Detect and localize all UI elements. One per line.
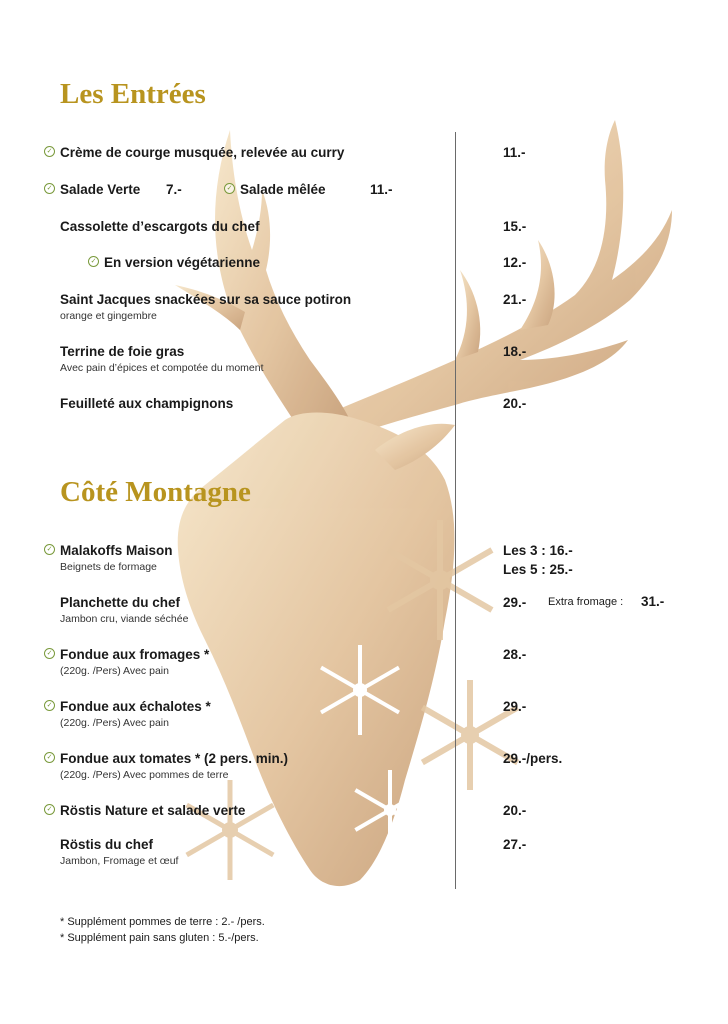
item-price: 11.- bbox=[370, 182, 393, 197]
item-name: Salade mêlée bbox=[240, 182, 326, 197]
item-description: orange et gingembre bbox=[60, 310, 157, 322]
item-price: 15.- bbox=[503, 219, 527, 234]
item-name: Fondue aux tomates * (2 pers. min.) bbox=[60, 751, 289, 766]
menu-item-fondue-echalotes bbox=[46, 698, 211, 730]
column-divider bbox=[455, 132, 456, 889]
menu-item-version-vegetarienne bbox=[90, 254, 261, 271]
menu-item-rostis-chef bbox=[60, 836, 178, 868]
item-description: Beignets de formage bbox=[60, 561, 157, 573]
item-description: (220g. /Pers) Avec pain bbox=[60, 665, 169, 677]
section-title-montagne: Côté Montagne bbox=[60, 476, 251, 508]
item-name: En version végétarienne bbox=[104, 255, 261, 270]
item-price: 12.- bbox=[503, 255, 527, 270]
item-name: Röstis du chef bbox=[60, 837, 154, 852]
menu-item-malakoffs bbox=[46, 542, 173, 574]
item-price: 28.- bbox=[503, 647, 527, 662]
item-description: Avec pain d’épices et compotée du moment bbox=[60, 362, 264, 374]
item-price: 18.- bbox=[503, 344, 527, 359]
vegetarian-leaf-icon: ✓ bbox=[44, 752, 55, 763]
item-description: Jambon, Fromage et œuf bbox=[60, 855, 179, 867]
menu-item-fondue-tomates bbox=[46, 750, 289, 782]
menu-item-rostis-nature bbox=[46, 802, 246, 819]
vegetarian-leaf-icon: ✓ bbox=[88, 256, 99, 267]
menu-item-planchette bbox=[60, 594, 188, 626]
extra-fromage-price: 31.- bbox=[641, 594, 665, 609]
menu-item-salade-melee bbox=[226, 181, 326, 198]
item-price: 27.- bbox=[503, 837, 527, 852]
item-name: Feuilleté aux champignons bbox=[60, 396, 234, 411]
item-price: 29.- bbox=[503, 595, 527, 610]
menu-item-feuillete bbox=[60, 395, 233, 412]
item-name: Crème de courge musquée, relevée au curry bbox=[60, 145, 345, 160]
item-name: Salade Verte bbox=[60, 182, 141, 197]
footnote-pain-sans-gluten: * Supplément pain sans gluten : 5.-/pers. bbox=[60, 932, 259, 944]
item-price: 20.- bbox=[503, 396, 527, 411]
item-price: Les 3 : 16.- bbox=[503, 543, 573, 558]
vegetarian-leaf-icon: ✓ bbox=[44, 544, 55, 555]
item-price: 29.- bbox=[503, 699, 527, 714]
vegetarian-leaf-icon: ✓ bbox=[44, 804, 55, 815]
item-name: Saint Jacques snackées sur sa sauce potiron bbox=[60, 292, 352, 307]
item-name: Röstis Nature et salade verte bbox=[60, 803, 246, 818]
vegetarian-leaf-icon: ✓ bbox=[44, 648, 55, 659]
menu-item-fondue-fromages bbox=[46, 646, 210, 678]
menu-item-terrine bbox=[60, 343, 264, 375]
menu-item-saint-jacques bbox=[60, 291, 351, 323]
item-name: Cassolette d’escargots du chef bbox=[60, 219, 260, 234]
item-description: (220g. /Pers) Avec pommes de terre bbox=[60, 769, 229, 781]
menu-item-salade-verte bbox=[46, 181, 141, 198]
item-name: Fondue aux fromages * bbox=[60, 647, 210, 662]
item-price: 20.- bbox=[503, 803, 527, 818]
vegetarian-leaf-icon: ✓ bbox=[224, 183, 235, 194]
item-name: Malakoffs Maison bbox=[60, 543, 173, 558]
item-name: Terrine de foie gras bbox=[60, 344, 185, 359]
vegetarian-leaf-icon: ✓ bbox=[44, 183, 55, 194]
section-title-entrees: Les Entrées bbox=[60, 78, 206, 110]
vegetarian-leaf-icon: ✓ bbox=[44, 700, 55, 711]
item-price: 21.- bbox=[503, 292, 527, 307]
menu-item-creme-courge bbox=[46, 144, 345, 161]
extra-fromage-label: Extra fromage : bbox=[548, 596, 624, 608]
item-name: Fondue aux échalotes * bbox=[60, 699, 211, 714]
item-price: 29.-/pers. bbox=[503, 751, 563, 766]
item-description: (220g. /Pers) Avec pain bbox=[60, 717, 169, 729]
item-price: 7.- bbox=[166, 182, 182, 197]
item-price: Les 5 : 25.- bbox=[503, 562, 573, 577]
vegetarian-leaf-icon: ✓ bbox=[44, 146, 55, 157]
item-name: Planchette du chef bbox=[60, 595, 181, 610]
footnote-pommes-de-terre: * Supplément pommes de terre : 2.- /pers. bbox=[60, 916, 265, 928]
menu-item-cassolette bbox=[60, 218, 260, 235]
item-description: Jambon cru, viande séchée bbox=[60, 613, 189, 625]
item-price: 11.- bbox=[503, 145, 526, 160]
